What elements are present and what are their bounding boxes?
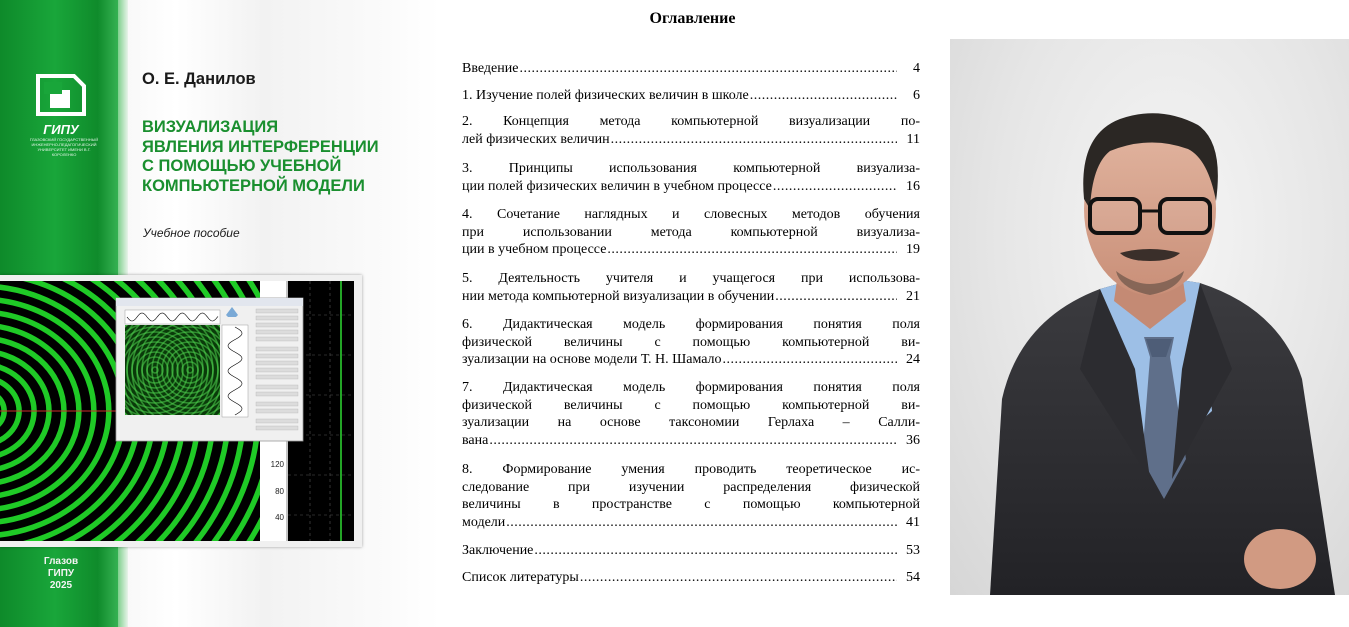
logo-caption: ГЛАЗОВСКИЙ ГОСУДАРСТВЕННЫЙ ИНЖЕНЕРНО-ПЕДАГОГИЧЕСКИЙ УНИВЕРСИТЕТ ИМЕНИ В.Г. КОРОЛЕНКО bbox=[29, 137, 99, 157]
toc-leader-dots bbox=[723, 351, 897, 369]
toc-entry-line: 6. Дидактическая модель формирования понятия поля bbox=[462, 317, 920, 332]
toc-page-number: 11 bbox=[906, 131, 920, 147]
toc-entry-line: 4. Сочетание наглядных и словесных методов обучения bbox=[462, 207, 920, 222]
toc-leader-dots bbox=[611, 131, 897, 149]
toc-entry bbox=[462, 113, 920, 148]
toc-entry-line: 2. Концепция метода компьютерной визуализации по- bbox=[462, 114, 920, 129]
toc-page-number: 53 bbox=[906, 543, 920, 558]
axis-tick-label: 40 bbox=[275, 513, 284, 522]
toc-entry bbox=[462, 160, 920, 195]
toc-leader-dots bbox=[506, 514, 897, 532]
toc-leader-dots bbox=[775, 288, 897, 306]
interference-simulation-image bbox=[0, 275, 362, 547]
toc-page-number: 4 bbox=[913, 61, 920, 76]
toc-entry bbox=[462, 316, 920, 369]
toc-entry bbox=[462, 461, 920, 531]
toc-leader-dots bbox=[750, 87, 897, 105]
toc-heading: Оглавление bbox=[649, 10, 736, 27]
author-portrait-photo bbox=[950, 39, 1349, 595]
university-logo-icon bbox=[34, 72, 88, 142]
table-of-contents bbox=[440, 0, 950, 627]
toc-entry bbox=[462, 87, 920, 105]
book-subtitle: Учебное пособие bbox=[143, 226, 240, 240]
toc-leader-dots bbox=[489, 432, 897, 450]
axis-tick-label: 120 bbox=[270, 460, 284, 469]
toc-entry-line: вана bbox=[462, 432, 489, 448]
toc-page-number: 54 bbox=[906, 570, 920, 585]
toc-entry-line: Список литературы bbox=[462, 570, 579, 585]
toc-entry-line: лей физических величин bbox=[462, 131, 610, 147]
toc-leader-dots bbox=[519, 60, 897, 78]
toc-leader-dots bbox=[773, 178, 897, 196]
toc-entry bbox=[462, 542, 920, 560]
toc-page-number: 24 bbox=[906, 352, 920, 368]
imprint-publisher: ГИПУ bbox=[47, 568, 75, 579]
toc-leader-dots bbox=[580, 569, 897, 587]
book-title-line: ЯВЛЕНИЯ ИНТЕРФЕРЕНЦИИ bbox=[142, 137, 379, 156]
toc-entry-line: физической величины с помощью компьютерной ви- bbox=[462, 397, 920, 413]
book-title-line: С ПОМОЩЬЮ УЧЕБНОЙ bbox=[142, 157, 342, 175]
toc-entry-line: физической величины с помощью компьютерной ви- bbox=[462, 334, 920, 350]
toc-entry-line: величины в пространстве с помощью компьютерной bbox=[462, 497, 920, 513]
toc-entry-line: следование при изучении распределения физической bbox=[462, 479, 920, 495]
toc-entry-line: Заключение bbox=[462, 543, 534, 558]
toc-entry-line: Введение bbox=[462, 61, 519, 76]
toc-entry-line: 7. Дидактическая модель формирования понятия поля bbox=[462, 380, 920, 395]
toc-leader-dots bbox=[607, 241, 897, 259]
toc-entry-line: 3. Принципы использования компьютерной визуализа- bbox=[462, 161, 920, 176]
toc-entry-line: нии метода компьютерной визуализации в обучении bbox=[462, 288, 775, 304]
toc-entry bbox=[462, 270, 920, 305]
toc-entry-line: зуализации на основе таксономии Герлаха – Салли- bbox=[462, 415, 920, 431]
book-title-line: ВИЗУАЛИЗАЦИЯ bbox=[142, 118, 279, 136]
toc-entry-line: 5. Деятельность учителя и учащегося при использова- bbox=[462, 271, 920, 286]
toc-entry-line: модели bbox=[462, 514, 506, 530]
toc-page-number: 16 bbox=[906, 178, 920, 194]
book-imprint bbox=[30, 556, 92, 592]
toc-entry bbox=[462, 206, 920, 259]
toc-entry-line: 1. Изучение полей физических величин в школе bbox=[462, 88, 749, 103]
toc-entry-line: зуализации на основе модели Т. Н. Шамало bbox=[462, 352, 722, 368]
book-cover bbox=[0, 0, 440, 627]
toc-entry-line: ции полей физических величин в учебном процессе bbox=[462, 178, 772, 194]
toc-page-number: 6 bbox=[913, 88, 920, 103]
imprint-city: Глазов bbox=[43, 556, 79, 567]
toc-page-number: 21 bbox=[906, 288, 920, 304]
toc-entry-line: при использовании метода компьютерной визуализа- bbox=[462, 224, 920, 240]
toc-entry-line: ции в учебном процессе bbox=[462, 242, 607, 258]
logo-text: ГИПУ bbox=[43, 122, 79, 137]
book-title-line: КОМПЬЮТЕРНОЙ МОДЕЛИ bbox=[142, 176, 365, 195]
book-author: О. Е. Данилов bbox=[142, 70, 256, 88]
toc-page-number: 41 bbox=[906, 514, 920, 530]
toc-entry bbox=[462, 379, 920, 449]
toc-entry bbox=[462, 60, 920, 78]
toc-entry bbox=[462, 569, 920, 587]
toc-page-number: 36 bbox=[906, 432, 920, 448]
book-title bbox=[142, 118, 422, 196]
imprint-year: 2025 bbox=[49, 580, 73, 591]
toc-page-number: 19 bbox=[906, 242, 920, 258]
toc-leader-dots bbox=[534, 542, 897, 560]
axis-tick-label: 80 bbox=[275, 487, 284, 496]
toc-entry-line: 8. Формирование умения проводить теоретическое ис- bbox=[462, 462, 920, 477]
